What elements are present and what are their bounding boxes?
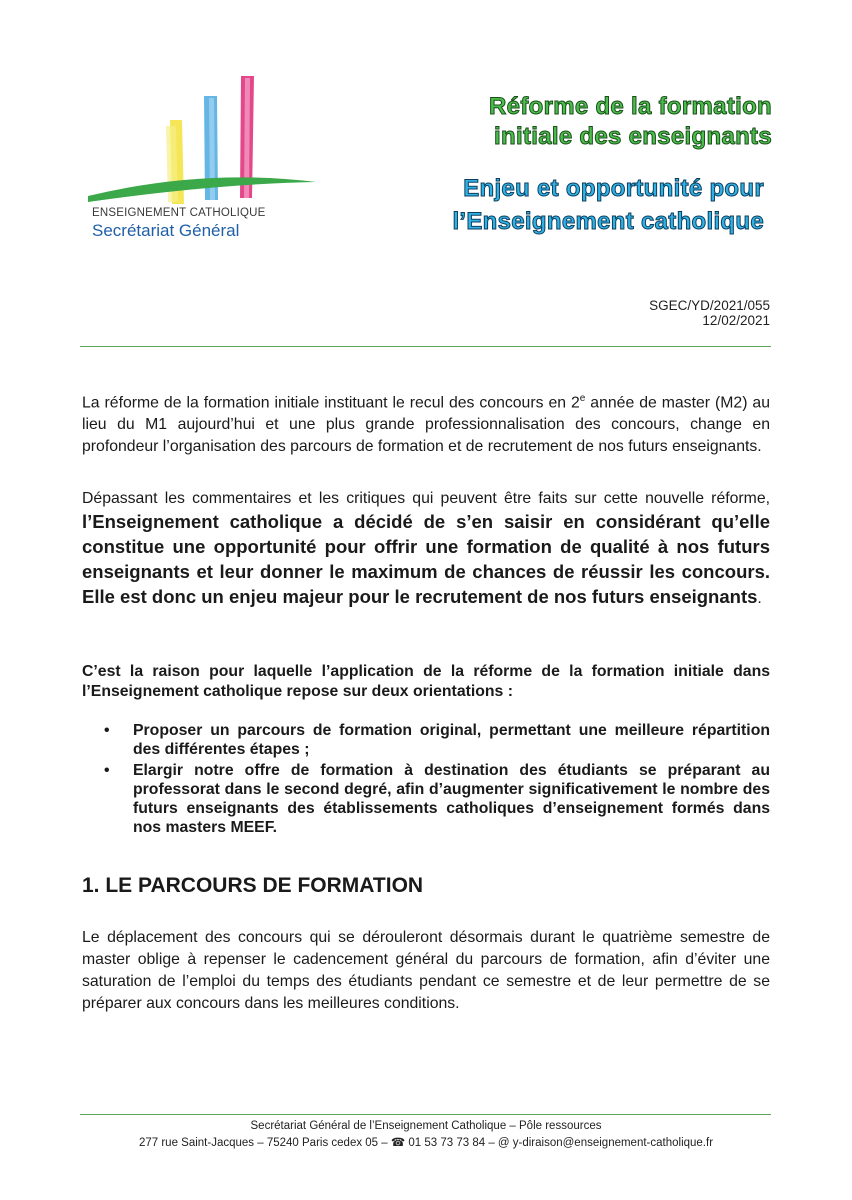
bullet-icon: • (104, 722, 110, 739)
intro-paragraph-1 (82, 388, 770, 458)
subtitle-line-2: l’Enseignement catholique (452, 208, 764, 235)
intro-p1-text-a: La réforme de la formation initiale instituant le recul des concours en 2 (82, 394, 580, 412)
logo-line-2: Secrétariat Général (92, 221, 240, 240)
logo (84, 72, 324, 242)
reference-date: 12/02/2021 (702, 313, 770, 328)
subtitle-line-1: Enjeu et opportunité pour (463, 175, 764, 202)
footer-line-1: Secrétariat Général de l’Enseignement Catholique – Pôle ressources (250, 1120, 602, 1132)
intro-p2-end: . (757, 590, 762, 607)
title-line-1: Réforme de la formation (489, 93, 772, 120)
intro-p1-superscript: e (579, 393, 586, 404)
page-subtitle (300, 172, 764, 238)
list-item: • Proposer un parcours de formation original, permettant une meilleure répartition des différentes étapes ; (104, 722, 770, 758)
bullet-icon: • (104, 762, 110, 779)
logo-line-1: ENSEIGNEMENT CATHOLIQUE (92, 207, 266, 219)
phone-icon: ☎ (390, 1137, 406, 1149)
intro-paragraph-3: C’est la raison pour laquelle l’application de la réforme de la formation initiale dans l’Enseignement catholique repose sur deux orientations : (82, 663, 770, 700)
section-paragraph: Le déplacement des concours qui se dérouleront désormais durant le quatrième semestre de master oblige à repenser le cadencement général du parcours de formation, afin d’éviter une saturation de l’emploi du temps des étudiants pendant ce semestre et de leur permettre de se préparer aux concours dans les meilleures conditions. (82, 929, 770, 1012)
section-heading: 1. LE PARCOURS DE FORMATION (82, 874, 424, 897)
footer-line-2: 277 rue Saint-Jacques – 75240 Paris cedex 05 – ☎ 01 53 73 73 84 – @ y-diraison@enseignement-catholique.fr (138, 1137, 714, 1149)
list-item: • Elargir notre offre de formation à destination des étudiants se préparant au professorat dans le second degré, afin d’augmenter significativement le nombre des futurs enseignants des établissements catholiques d’enseignement formés dans nos masters MEEF. (104, 762, 770, 836)
intro-p1-text-b: année de master (M2) au lieu du M1 aujourd’hui et une plus grande professionnalisation des concours, change en profondeur l’organisation des parcours de formation et de recrutement de nos futurs enseignants. (82, 394, 770, 456)
intro-p2-text-a: Dépassant les commentaires et les critiques qui peuvent être faits sur cette nouvelle réforme, (82, 490, 770, 507)
orientation-list (104, 721, 770, 839)
page-title (300, 92, 772, 152)
footer-divider (80, 1114, 771, 1115)
footer (0, 1118, 852, 1152)
header-divider (80, 346, 771, 347)
reference-code: SGEC/YD/2021/055 (649, 298, 770, 313)
reference-block (649, 298, 770, 328)
intro-p2-bold-text: l’Enseignement catholique a décidé de s’en saisir en considérant qu’elle constitue une opportunité pour offrir une formation de qualité à nos futurs enseignants et leur donner le maximum de chances de réussir les concours. Elle est donc un enjeu majeur pour le recrutement de nos futurs enseignants (82, 511, 770, 607)
intro-paragraph-2 (82, 487, 770, 610)
title-line-2: initiale des enseignants (494, 123, 772, 150)
logo-emblem-icon (84, 72, 324, 212)
